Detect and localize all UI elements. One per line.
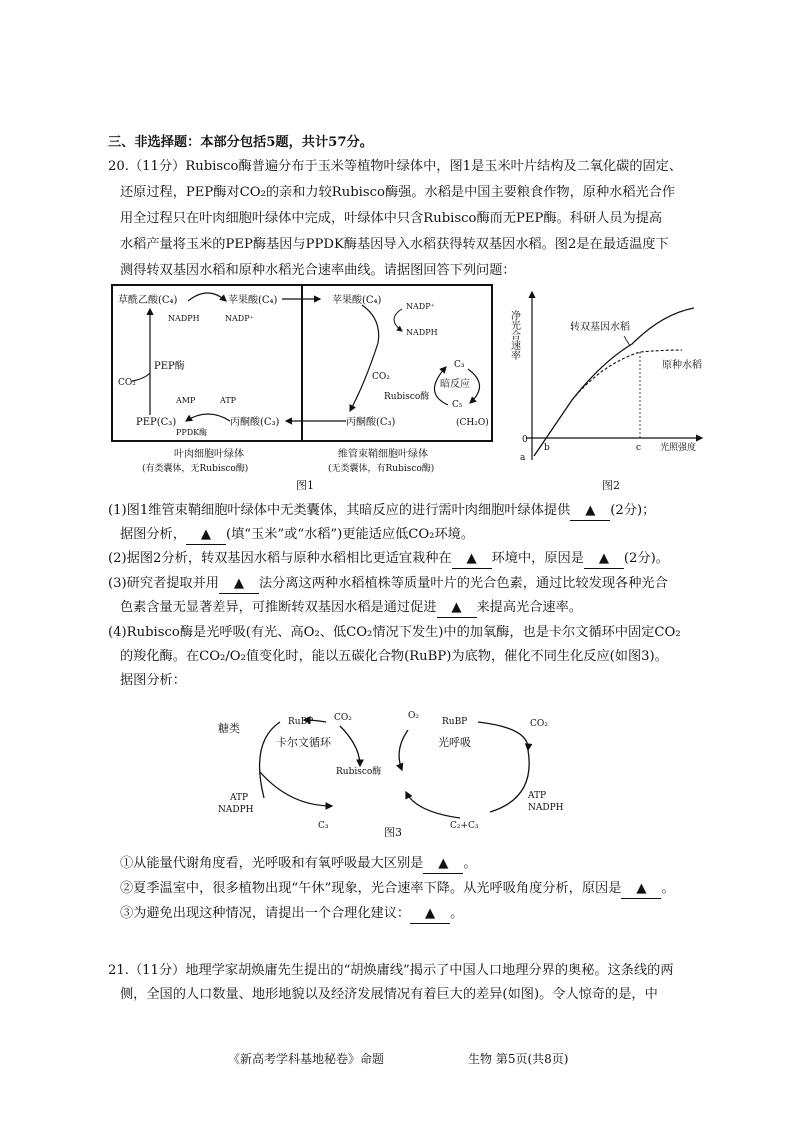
fig1-atp: ATP <box>220 396 237 405</box>
fig1-nadp2: NADP⁺ <box>406 302 435 311</box>
fig3-atp2: ATP <box>528 791 547 801</box>
fig1-nadp1: NADP⁺ <box>225 314 254 323</box>
section-title: 三、非选择题：本部分包括5题，共计57分。 <box>108 135 373 150</box>
fig2-tick-c: c <box>636 443 642 453</box>
fig2-tick-o: 0 <box>522 435 528 445</box>
fig1-amp: AMP <box>176 396 196 405</box>
fig3-nadph1: NADPH <box>218 805 254 815</box>
fig1-c3: C₃ <box>454 360 465 370</box>
fig2-tick-b: b <box>544 443 550 453</box>
fig1-dark: 暗反应 <box>440 379 470 390</box>
q4-sub-2 <box>120 880 675 899</box>
fig3-rubisco: Rubisco酶 <box>336 767 382 777</box>
answer-blank-3[interactable]: ▲ <box>452 550 492 569</box>
q3-text: (3)研究者提取并用 <box>108 576 219 591</box>
fig3-co2-1: CO₂ <box>334 713 352 723</box>
q20-line-5: 测得转双基因水稻和原种水稻光合速率曲线。请据图回答下列问题： <box>120 263 516 278</box>
fig3-photoresp: 光呼吸 <box>438 736 471 749</box>
q2-line <box>108 550 669 569</box>
fig1-pep: PEP(C₃) <box>136 417 177 428</box>
fig2-series-orig: 原种水稻 <box>662 360 702 371</box>
q3b-line <box>120 599 582 618</box>
q4-line-3: 据图分析： <box>120 673 186 688</box>
q1b-tail: (填“玉米”或“水稻”)更能适应低CO₂环境。 <box>225 527 475 542</box>
fig3-nadph2: NADPH <box>528 803 564 813</box>
fig3-c3: C₃ <box>318 821 329 831</box>
q4-sub-2-text: ②夏季温室中，很多植物出现“午休”现象，光合速率下降。从光呼吸角度分析，原因是 <box>120 881 622 896</box>
fig1-nadph1: NADPH <box>168 314 200 323</box>
fig1-co2-left: CO₂ <box>118 378 136 388</box>
fig1-left-title: 叶肉细胞叶绿体 <box>174 449 244 460</box>
q1-text: (1)图1维管束鞘细胞叶绿体中无类囊体，其暗反应的进行需叶肉细胞叶绿体提供 <box>108 503 571 518</box>
answer-blank-9[interactable]: ▲ <box>410 905 450 924</box>
q20-line-3: 用全过程只在叶肉细胞叶绿体中完成，叶绿体中只含Rubisco酶而无PEP酶。科研人员为提高 <box>120 211 663 226</box>
answer-blank-4[interactable]: ▲ <box>584 550 624 569</box>
fig2-curve-orig <box>572 350 682 400</box>
q4-sub-3-end: 。 <box>450 906 464 921</box>
q3-mid: 法分离这两种水稻植株等质量叶片的光合色素，通过比较发现各种光合 <box>259 576 668 591</box>
fig2-tick-a: a <box>520 453 526 463</box>
fig1-co2-right: CO₂ <box>372 372 390 382</box>
figure-3 <box>210 702 590 842</box>
fig1-ppdk: PPDK酶 <box>176 428 208 437</box>
fig1-malate1: 苹果酸(C₄) <box>228 295 278 306</box>
fig1-rubisco: Rubisco酶 <box>384 392 430 402</box>
q2-text: (2)据图2分析，转双基因水稻与原种水稻相比更适宜栽种在 <box>108 551 452 566</box>
fig3-rubp2: RuBP <box>442 717 468 727</box>
fig1-right-sub: (无类囊体，有Rubisco酶) <box>328 464 435 474</box>
fig3-calvin: 卡尔文循环 <box>276 736 331 749</box>
q21-line-2: 侧，全国的人口数量、地形地貌以及经济发展情况有着巨大的差异(如图)。令人惊奇的是，中 <box>120 987 658 1002</box>
fig1-pyruvate1: 丙酮酸(C₃) <box>230 417 280 428</box>
q1b-text: 据图分析， <box>120 527 186 542</box>
footer-left: 《新高考学科基地秘卷》命题 <box>228 1052 385 1066</box>
fig2-series-trans: 转双基因水稻 <box>570 322 630 333</box>
fig3-caption: 图3 <box>384 826 402 839</box>
fig1-c5: C₅ <box>452 400 463 410</box>
q21-line-1: 21.（11分）地理学家胡焕庸先生提出的“胡焕庸线”揭示了中国人口地理分界的奥秘。这条线的两 <box>108 963 674 978</box>
fig1-left-sub: (有类囊体，无Rubisco酶) <box>142 464 249 474</box>
fig1-right-title: 维管束鞘细胞叶绿体 <box>338 449 428 460</box>
fig2-caption: 图2 <box>602 479 620 492</box>
fig1-ch2o: (CH₂O) <box>456 418 489 428</box>
q4-sub-2-end: 。 <box>661 881 675 896</box>
answer-blank-1[interactable]: ▲ <box>570 502 610 521</box>
answer-blank-5[interactable]: ▲ <box>219 575 259 594</box>
q3b-text: 色素含量无显著差异，可推断转双基因水稻是通过促进 <box>120 600 437 615</box>
q4-line-2: 的羧化酶。在CO₂/O₂值变化时，能以五碳化合物(RuBP)为底物，催化不同生化反应(如图3)。 <box>120 649 668 664</box>
fig3-o2: O₂ <box>408 711 419 721</box>
q4-sub-1 <box>120 855 477 874</box>
fig3-sugar: 糖类 <box>218 722 240 735</box>
fig1-pep-enzyme: PEP酶 <box>154 361 185 372</box>
fig3-rubp1: RuBP <box>288 717 314 727</box>
fig2-ylabel: 净光合速率 <box>508 310 520 360</box>
q2-mid: 环境中，原因是 <box>491 551 584 566</box>
q1-tail: (2分)； <box>610 503 656 518</box>
fig3-c2c3: C₂+C₃ <box>450 821 479 831</box>
fig1-oaa: 草酰乙酸(C₄) <box>118 295 178 306</box>
q20-line-4: 水稻产量将玉米的PEP酶基因与PPDK酶基因导入水稻获得转双基因水稻。图2是在最适温度下 <box>120 237 669 252</box>
figure-1 <box>110 283 495 493</box>
q20-line-2: 还原过程，PEP酶对CO₂的亲和力较Rubisco酶强。水稻是中国主要粮食作物，原种水稻光合作 <box>120 185 676 200</box>
q3-line <box>108 575 668 594</box>
fig1-caption: 图1 <box>296 479 314 492</box>
q4-sub-1-text: ①从能量代谢角度看，光呼吸和有氧呼吸最大区别是 <box>120 856 424 871</box>
fig3-co2-2: CO₂ <box>530 719 548 729</box>
q1b-line <box>120 526 474 545</box>
answer-blank-2[interactable]: ▲ <box>186 526 226 545</box>
fig2-xlabel: 光照强度 <box>660 443 697 453</box>
q4-sub-3 <box>120 905 463 924</box>
q4-sub-1-end: 。 <box>463 856 477 871</box>
fig1-pyruvate2: 丙酮酸(C₃) <box>346 417 396 428</box>
figure-2 <box>508 288 722 493</box>
q2-tail: (2分)。 <box>623 551 669 566</box>
fig3-atp1: ATP <box>230 793 249 803</box>
answer-blank-8[interactable]: ▲ <box>621 880 661 899</box>
q3-tail: 来提高光合速率。 <box>476 600 582 615</box>
q4-sub-3-text: ③为避免出现这种情况，请提出一个合理化建议： <box>120 906 411 921</box>
footer-right: 生物 第5页(共8页) <box>468 1052 569 1066</box>
fig1-nadph2: NADPH <box>406 328 438 337</box>
answer-blank-7[interactable]: ▲ <box>423 855 463 874</box>
fig1-malate2: 苹果酸(C₄) <box>332 295 382 306</box>
answer-blank-6[interactable]: ▲ <box>437 599 477 618</box>
q4-line-1: (4)Rubisco酶是光呼吸(有光、高O₂、低CO₂情况下发生)中的加氧酶，也是卡尔文循环中固定CO₂ <box>108 625 681 640</box>
q1-line <box>108 502 655 521</box>
q20-line-1: 20.（11分）Rubisco酶普遍分布于玉米等植物叶绿体中，图1是玉米叶片结构及二氧化碳的固定、 <box>108 159 683 174</box>
